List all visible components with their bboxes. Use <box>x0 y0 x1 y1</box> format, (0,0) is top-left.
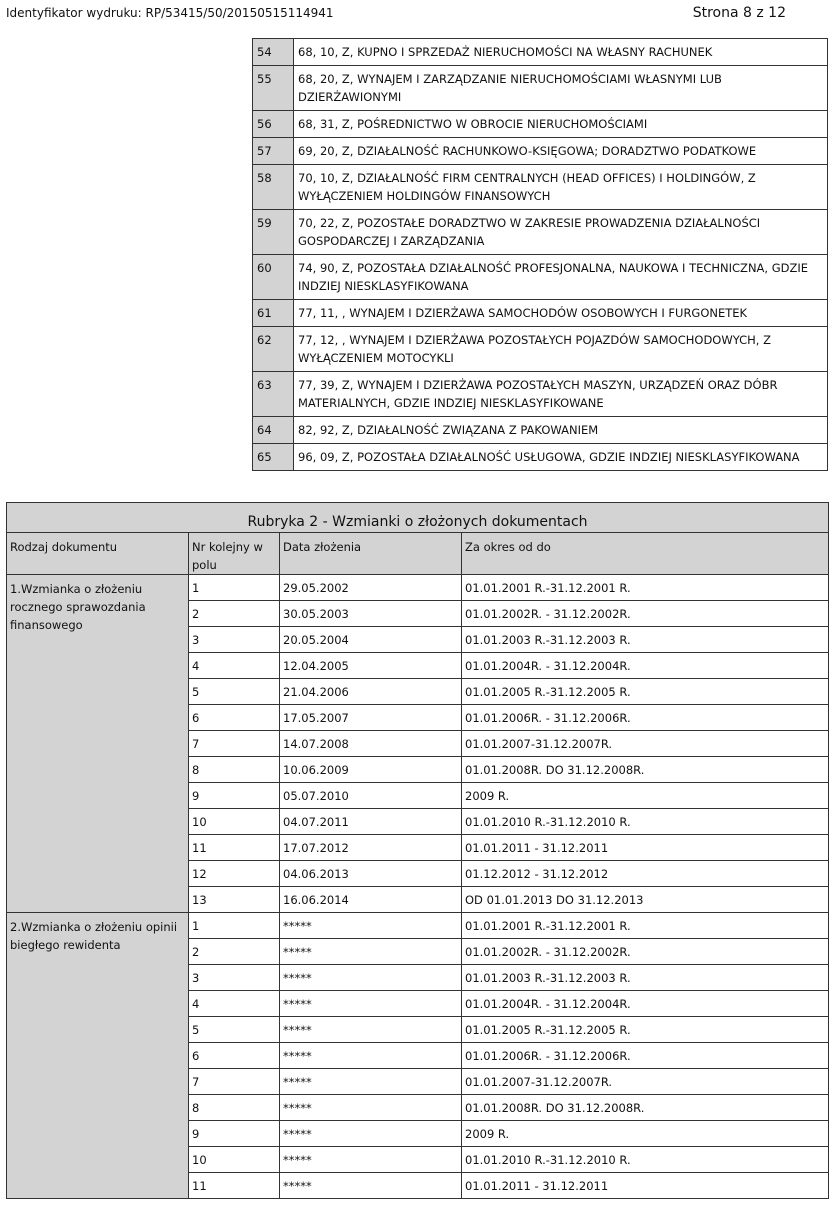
period-cell: 01.01.2007-31.12.2007R. <box>462 1069 829 1095</box>
pkd-row <box>253 66 828 111</box>
sequence-number-cell: 13 <box>189 887 280 913</box>
pkd-row-number: 55 <box>253 66 294 111</box>
filing-date-cell: 17.05.2007 <box>280 705 462 731</box>
period-cell: 01.01.2010 R.-31.12.2010 R. <box>462 1147 829 1173</box>
filing-date-cell: 05.07.2010 <box>280 783 462 809</box>
sequence-number-cell: 9 <box>189 783 280 809</box>
pkd-row <box>253 300 828 327</box>
page-header <box>6 5 826 23</box>
pkd-row-description: 69, 20, Z, DZIAŁALNOŚĆ RACHUNKOWO-KSIĘGOWA; DORADZTWO PODATKOWE <box>294 138 828 165</box>
sequence-number-cell: 6 <box>189 1043 280 1069</box>
pkd-row-description: 96, 09, Z, POZOSTAŁA DZIAŁALNOŚĆ USŁUGOWA, GDZIE INDZIEJ NIESKLASYFIKOWANA <box>294 444 828 471</box>
pkd-row-description: 77, 39, Z, WYNAJEM I DZIERŻAWA POZOSTAŁYCH MASZYN, URZĄDZEŃ ORAZ DÓBR MATERIALNYCH, GDZIE INDZIEJ NIESKLASYFIKOWANE <box>294 372 828 417</box>
pkd-row-number: 61 <box>253 300 294 327</box>
pkd-row-description: 74, 90, Z, POZOSTAŁA DZIAŁALNOŚĆ PROFESJONALNA, NAUKOWA I TECHNICZNA, GDZIE INDZIEJ NIESKLASYFIKOWANA <box>294 255 828 300</box>
filing-date-cell: 20.05.2004 <box>280 627 462 653</box>
filing-date-cell: 30.05.2003 <box>280 601 462 627</box>
pkd-row-number: 62 <box>253 327 294 372</box>
column-header-sequence-number: Nr kolejny w polu <box>189 533 280 575</box>
period-cell: 01.01.2004R. - 31.12.2004R. <box>462 991 829 1017</box>
filing-date-cell: ***** <box>280 1043 462 1069</box>
filing-date-cell: ***** <box>280 1121 462 1147</box>
pkd-row <box>253 255 828 300</box>
page-number: Strona 8 z 12 <box>692 5 786 21</box>
sequence-number-cell: 7 <box>189 1069 280 1095</box>
sequence-number-cell: 3 <box>189 627 280 653</box>
sequence-number-cell: 5 <box>189 679 280 705</box>
pkd-table-body <box>253 39 828 471</box>
filing-date-cell: 12.04.2005 <box>280 653 462 679</box>
period-cell: 01.01.2001 R.-31.12.2001 R. <box>462 913 829 939</box>
sequence-number-cell: 11 <box>189 835 280 861</box>
column-header-period: Za okres od do <box>462 533 829 575</box>
pkd-row-description: 70, 22, Z, POZOSTAŁE DORADZTWO W ZAKRESIE PROWADZENIA DZIAŁALNOŚCI GOSPODARCZEJ I ZARZĄDZANIA <box>294 210 828 255</box>
pkd-row-number: 64 <box>253 417 294 444</box>
sequence-number-cell: 10 <box>189 1147 280 1173</box>
filing-date-cell: ***** <box>280 1017 462 1043</box>
sequence-number-cell: 8 <box>189 1095 280 1121</box>
pkd-row-description: 82, 92, Z, DZIAŁALNOŚĆ ZWIĄZANA Z PAKOWANIEM <box>294 417 828 444</box>
filing-date-cell: 14.07.2008 <box>280 731 462 757</box>
filing-date-cell: ***** <box>280 1095 462 1121</box>
filing-date-cell: ***** <box>280 965 462 991</box>
sequence-number-cell: 3 <box>189 965 280 991</box>
pkd-activity-table <box>252 38 828 471</box>
period-cell: 01.01.2003 R.-31.12.2003 R. <box>462 627 829 653</box>
filing-date-cell: 29.05.2002 <box>280 575 462 601</box>
period-cell: 01.01.2008R. DO 31.12.2008R. <box>462 757 829 783</box>
pkd-row <box>253 210 828 255</box>
period-cell: 2009 R. <box>462 1121 829 1147</box>
sequence-number-cell: 1 <box>189 575 280 601</box>
filing-date-cell: 21.04.2006 <box>280 679 462 705</box>
filing-date-cell: ***** <box>280 1147 462 1173</box>
filing-date-cell: ***** <box>280 991 462 1017</box>
pkd-row <box>253 39 828 66</box>
pkd-row-number: 65 <box>253 444 294 471</box>
pkd-row-number: 60 <box>253 255 294 300</box>
period-cell: 01.01.2006R. - 31.12.2006R. <box>462 1043 829 1069</box>
filing-date-cell: ***** <box>280 913 462 939</box>
filing-date-cell: 17.07.2012 <box>280 835 462 861</box>
column-header-document-type: Rodzaj dokumentu <box>7 533 189 575</box>
pkd-row-number: 56 <box>253 111 294 138</box>
sequence-number-cell: 9 <box>189 1121 280 1147</box>
pkd-row-number: 54 <box>253 39 294 66</box>
filing-date-cell: 10.06.2009 <box>280 757 462 783</box>
period-cell: 01.01.2006R. - 31.12.2006R. <box>462 705 829 731</box>
pkd-row-number: 63 <box>253 372 294 417</box>
print-identifier: Identyfikator wydruku: RP/53415/50/20150515114941 <box>6 6 334 20</box>
sequence-number-cell: 7 <box>189 731 280 757</box>
period-cell: 01.12.2012 - 31.12.2012 <box>462 861 829 887</box>
period-cell: 01.01.2011 - 31.12.2011 <box>462 1173 829 1199</box>
period-cell: 01.01.2011 - 31.12.2011 <box>462 835 829 861</box>
table-row <box>7 913 829 939</box>
period-cell: 01.01.2003 R.-31.12.2003 R. <box>462 965 829 991</box>
period-cell: 2009 R. <box>462 783 829 809</box>
period-cell: OD 01.01.2013 DO 31.12.2013 <box>462 887 829 913</box>
document-type-label: 2.Wzmianka o złożeniu opinii biegłego rewidenta <box>7 913 189 1199</box>
period-cell: 01.01.2010 R.-31.12.2010 R. <box>462 809 829 835</box>
document-type-label: 1.Wzmianka o złożeniu rocznego sprawozdania finansowego <box>7 575 189 913</box>
pkd-row-number: 58 <box>253 165 294 210</box>
sequence-number-cell: 6 <box>189 705 280 731</box>
sequence-number-cell: 4 <box>189 991 280 1017</box>
pkd-row <box>253 417 828 444</box>
pkd-row-description: 68, 31, Z, POŚREDNICTWO W OBROCIE NIERUCHOMOŚCIAMI <box>294 111 828 138</box>
pkd-row-number: 59 <box>253 210 294 255</box>
filing-date-cell: 04.07.2011 <box>280 809 462 835</box>
pkd-row-description: 77, 12, , WYNAJEM I DZIERŻAWA POZOSTAŁYCH POJAZDÓW SAMOCHODOWYCH, Z WYŁĄCZENIEM MOTOCYKLI <box>294 327 828 372</box>
sequence-number-cell: 10 <box>189 809 280 835</box>
pkd-row <box>253 138 828 165</box>
period-cell: 01.01.2005 R.-31.12.2005 R. <box>462 679 829 705</box>
period-cell: 01.01.2002R. - 31.12.2002R. <box>462 601 829 627</box>
documents-table-body <box>7 503 829 1199</box>
pkd-row-description: 68, 10, Z, KUPNO I SPRZEDAŻ NIERUCHOMOŚCI NA WŁASNY RACHUNEK <box>294 39 828 66</box>
sequence-number-cell: 8 <box>189 757 280 783</box>
sequence-number-cell: 4 <box>189 653 280 679</box>
period-cell: 01.01.2008R. DO 31.12.2008R. <box>462 1095 829 1121</box>
period-cell: 01.01.2005 R.-31.12.2005 R. <box>462 1017 829 1043</box>
pkd-row-description: 70, 10, Z, DZIAŁALNOŚĆ FIRM CENTRALNYCH (HEAD OFFICES) I HOLDINGÓW, Z WYŁĄCZENIEM HOLDINGÓW FINANSOWYCH <box>294 165 828 210</box>
pkd-row <box>253 327 828 372</box>
section-title: Rubryka 2 - Wzmianki o złożonych dokumentach <box>7 503 829 533</box>
sequence-number-cell: 12 <box>189 861 280 887</box>
table-header-row <box>7 533 829 575</box>
sequence-number-cell: 2 <box>189 939 280 965</box>
pkd-row <box>253 111 828 138</box>
filing-date-cell: 16.06.2014 <box>280 887 462 913</box>
sequence-number-cell: 5 <box>189 1017 280 1043</box>
pkd-row <box>253 444 828 471</box>
period-cell: 01.01.2001 R.-31.12.2001 R. <box>462 575 829 601</box>
sequence-number-cell: 1 <box>189 913 280 939</box>
documents-table <box>6 502 829 1199</box>
filing-date-cell: ***** <box>280 1069 462 1095</box>
pkd-row <box>253 372 828 417</box>
period-cell: 01.01.2007-31.12.2007R. <box>462 731 829 757</box>
filing-date-cell: ***** <box>280 939 462 965</box>
sequence-number-cell: 2 <box>189 601 280 627</box>
filing-date-cell: 04.06.2013 <box>280 861 462 887</box>
pkd-row-description: 77, 11, , WYNAJEM I DZIERŻAWA SAMOCHODÓW OSOBOWYCH I FURGONETEK <box>294 300 828 327</box>
period-cell: 01.01.2002R. - 31.12.2002R. <box>462 939 829 965</box>
pkd-row-number: 57 <box>253 138 294 165</box>
sequence-number-cell: 11 <box>189 1173 280 1199</box>
pkd-row-description: 68, 20, Z, WYNAJEM I ZARZĄDZANIE NIERUCHOMOŚCIAMI WŁASNYMI LUB DZIERŻAWIONYMI <box>294 66 828 111</box>
table-row <box>7 575 829 601</box>
column-header-filing-date: Data złożenia <box>280 533 462 575</box>
period-cell: 01.01.2004R. - 31.12.2004R. <box>462 653 829 679</box>
pkd-row <box>253 165 828 210</box>
filing-date-cell: ***** <box>280 1173 462 1199</box>
